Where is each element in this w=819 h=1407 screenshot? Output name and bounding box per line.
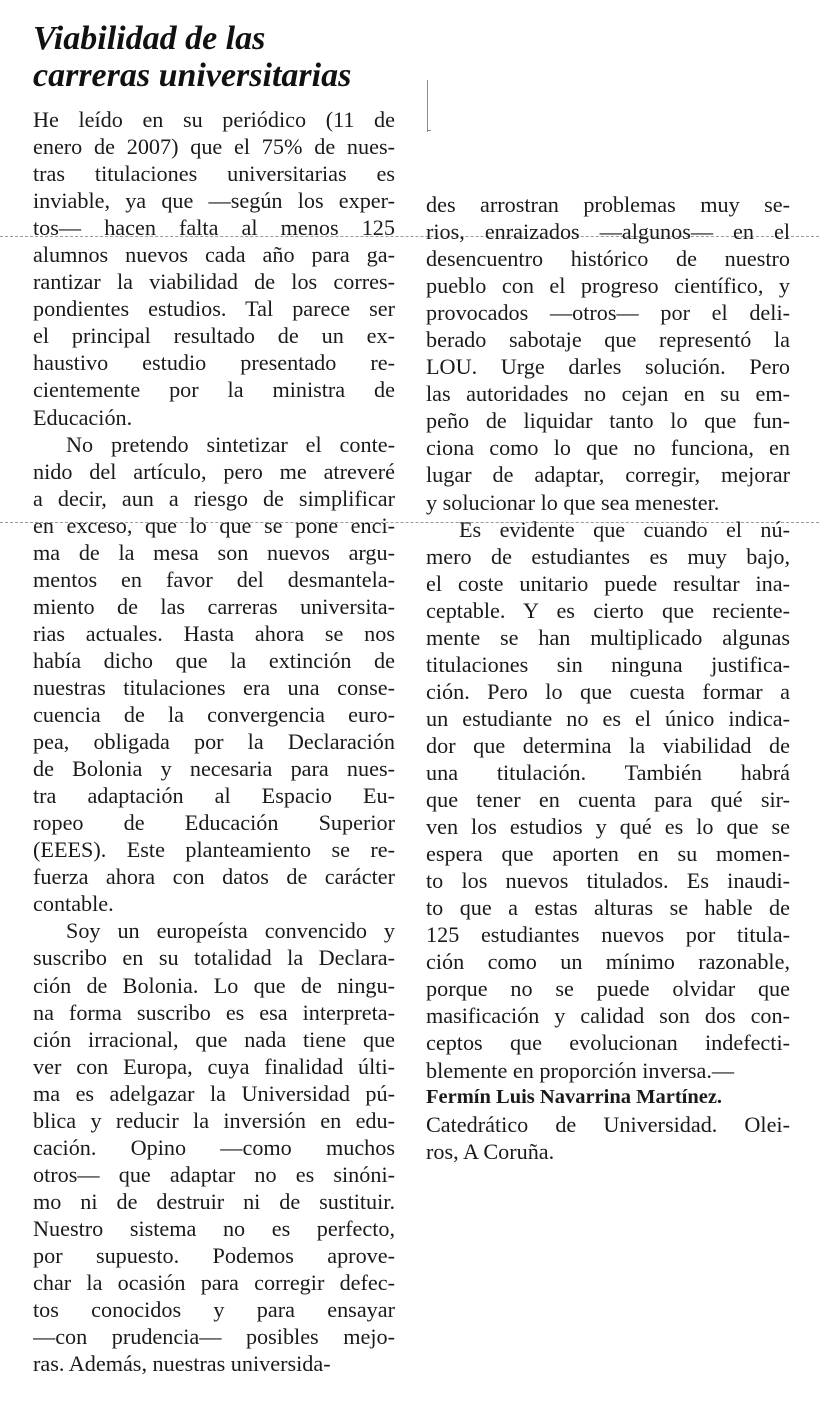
text-line: He leído en su periódico (11 de <box>33 107 395 132</box>
text-line: un estudiante no es el único indica- <box>426 705 790 731</box>
text-line: de Bolonia y necesaria para nues- <box>33 756 395 782</box>
text-line: a decir, aun a riesgo de simplificar <box>33 485 395 511</box>
text-line: pondientes estudios. Tal parece ser <box>33 296 395 322</box>
text-line: una titulación. También habrá <box>426 759 790 785</box>
text-line: Es evidente que cuando el nú- <box>459 516 790 542</box>
text-line: por supuesto. Podemos aprove- <box>33 1242 395 1268</box>
text-line: mentos en favor del desmantela- <box>33 566 395 592</box>
text-line: mero de estudiantes es muy bajo, <box>426 543 790 569</box>
text-line: cación. Opino —como muchos <box>33 1134 395 1160</box>
text-line: cuencia de la convergencia euro- <box>33 702 395 728</box>
text-line: porque no se puede olvidar que <box>426 976 790 1002</box>
text-line: Soy un europeísta convencido y <box>66 918 395 944</box>
text-line: rantizar la viabilidad de los corres- <box>33 269 395 295</box>
author-affiliation: Catedrático de Universidad. Olei- <box>426 1111 790 1137</box>
text-line: suscribo en su totalidad la Declara- <box>33 945 395 971</box>
text-line: ceptos que evolucionan indefecti- <box>426 1030 790 1056</box>
title-line-1: Viabilidad de las <box>33 20 266 57</box>
text-line: titulaciones sin ninguna justifica- <box>426 651 790 677</box>
text-line: y solucionar lo que sea menester. <box>426 489 720 515</box>
text-line: ma es adelgazar la Universidad pú- <box>33 1080 395 1106</box>
text-line: char la ocasión para corregir defec- <box>33 1270 395 1296</box>
text-line: LOU. Urge darles solución. Pero <box>426 354 790 380</box>
text-line: dor que determina la viabilidad de <box>426 732 790 758</box>
text-line: desencuentro histórico de nuestro <box>426 246 790 272</box>
text-line: el coste unitario puede resultar ina- <box>426 570 790 596</box>
text-line: ción irracional, que nada tiene que <box>33 1026 395 1052</box>
text-line: ver con Europa, cuya finalidad últi- <box>33 1053 395 1079</box>
text-line: 125 estudiantes nuevos por titula- <box>426 922 790 948</box>
text-line: na forma suscribo es esa interpreta- <box>33 999 395 1025</box>
text-line: ceptable. Y es cierto que reciente- <box>426 597 790 623</box>
text-line: blemente en proporción inversa.— <box>426 1057 735 1083</box>
title-line-2: carreras universitarias <box>33 57 352 94</box>
text-line: haustivo estudio presentado re- <box>33 350 395 376</box>
text-line: Educación. <box>33 404 133 430</box>
text-line: des arrostran problemas muy se- <box>426 192 790 217</box>
text-line: que tener en cuenta para qué sir- <box>426 787 790 813</box>
text-line: otros— que adaptar no es sinóni- <box>33 1161 395 1187</box>
scan-mark <box>427 80 428 132</box>
scan-mark-tick <box>427 130 431 131</box>
text-line: rias actuales. Hasta ahora se nos <box>33 620 395 646</box>
text-line: tra adaptación al Espacio Eu- <box>33 783 395 809</box>
text-line: ma de la mesa son nuevos argu- <box>33 539 395 565</box>
text-line: blica y reducir la inversión en edu- <box>33 1107 395 1133</box>
author-location: ros, A Coruña. <box>426 1138 555 1164</box>
text-line: nido del artículo, pero me atreveré <box>33 458 395 484</box>
text-line: en exceso, que lo que se pone enci- <box>33 512 395 538</box>
text-line: to los nuevos titulados. Es inaudi- <box>426 868 790 894</box>
left-column <box>33 106 395 1377</box>
text-line: provocados —otros— por el deli- <box>426 300 790 326</box>
text-line: ción como un mínimo razonable, <box>426 949 790 975</box>
text-line: miento de las carreras universita- <box>33 593 395 619</box>
text-line: había dicho que la extinción de <box>33 647 395 673</box>
text-line: ven los estudios y qué es lo que se <box>426 814 790 840</box>
text-line: ras. Además, nuestras universida- <box>33 1351 331 1377</box>
text-line: rios, enraizados —algunos— en el <box>426 219 790 245</box>
text-line: espera que aporten en su momen- <box>426 841 790 867</box>
text-line: tras titulaciones universitarias es <box>33 161 395 187</box>
text-line: contable. <box>33 891 114 917</box>
text-line: ciona como lo que no funciona, en <box>426 435 790 461</box>
text-line: alumnos nuevos cada año para ga- <box>33 242 395 268</box>
text-line: mente se han multiplicado algunas <box>426 624 790 650</box>
text-line: mo ni de destruir ni de sustituir. <box>33 1188 395 1214</box>
text-line: el principal resultado de un ex- <box>33 323 395 349</box>
article-title <box>33 20 351 94</box>
text-line: cientemente por la ministra de <box>33 377 395 403</box>
text-line: nuestras titulaciones era una conse- <box>33 674 395 700</box>
text-line: tos— hacen falta al menos 125 <box>33 215 395 241</box>
text-line: Nuestro sistema no es perfecto, <box>33 1215 395 1241</box>
text-line: ción. Pero lo que cuesta formar a <box>426 678 790 704</box>
right-column <box>426 191 790 1165</box>
text-line: ropeo de Educación Superior <box>33 810 395 836</box>
text-line: No pretendo sintetizar el conte- <box>66 431 395 457</box>
text-line: fuerza ahora con datos de carácter <box>33 864 395 890</box>
text-line: masificación y calidad son dos con- <box>426 1003 790 1029</box>
text-line: tos conocidos y para ensayar <box>33 1297 395 1323</box>
author-name: Fermín Luis Navarrina Martínez. <box>426 1085 723 1108</box>
text-line: pea, obligada por la Declaración <box>33 729 395 755</box>
text-line: berado sabotaje que representó la <box>426 327 790 353</box>
text-line: ción de Bolonia. Lo que de ningu- <box>33 972 395 998</box>
text-line: —con prudencia— posibles mejo- <box>33 1324 395 1350</box>
text-line: enero de 2007) que el 75% de nues- <box>33 134 395 160</box>
text-line: to que a estas alturas se hable de <box>426 895 790 921</box>
text-line: pueblo con el progreso científico, y <box>426 273 790 299</box>
text-line: (EEES). Este planteamiento se re- <box>33 837 395 863</box>
text-line: las autoridades no cejan en su em- <box>426 381 790 407</box>
text-line: inviable, ya que —según los exper- <box>33 188 395 214</box>
text-line: peño de liquidar tanto lo que fun- <box>426 408 790 434</box>
text-line: lugar de adaptar, corregir, mejorar <box>426 462 790 488</box>
